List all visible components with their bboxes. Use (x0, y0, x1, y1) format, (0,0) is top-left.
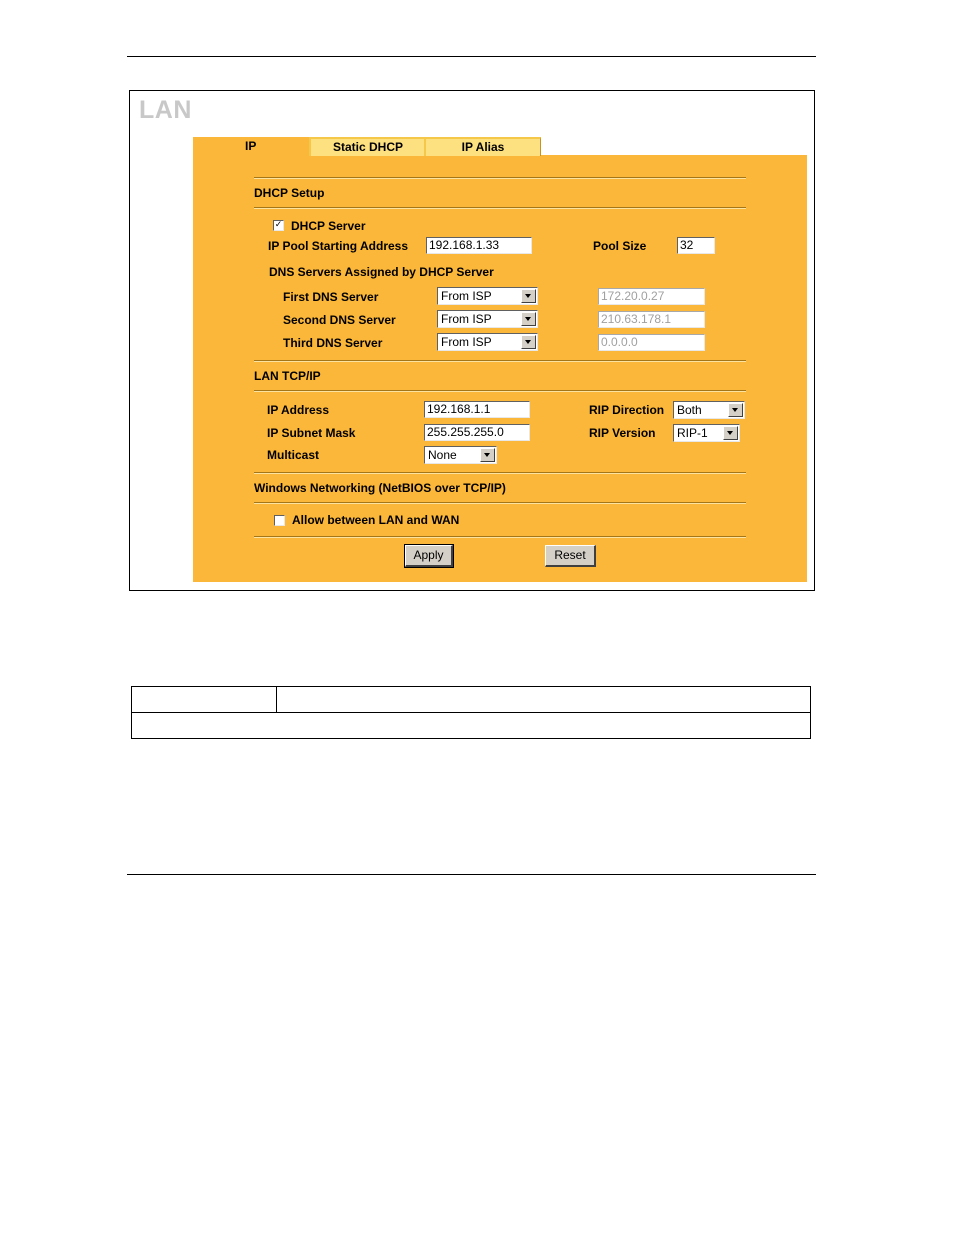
second-dns-select[interactable] (437, 310, 538, 328)
dhcp-server-checkbox[interactable]: ✓ (274, 220, 283, 230)
rip-direction-label: RIP Direction (589, 403, 665, 417)
pool-size-input[interactable]: 32 (677, 237, 715, 254)
multicast-select[interactable] (424, 446, 497, 464)
first-dns-select-value: From ISP (441, 289, 492, 303)
second-dns-select-value: From ISP (441, 312, 492, 326)
divider (254, 390, 746, 392)
tab-ip-label[interactable]: IP (245, 139, 257, 153)
third-dns-select-value: From ISP (441, 335, 492, 349)
chevron-down-icon[interactable] (521, 312, 536, 326)
dns-heading: DNS Servers Assigned by DHCP Server (269, 265, 494, 279)
second-dns-label: Second DNS Server (283, 313, 396, 327)
chevron-down-icon[interactable] (521, 335, 536, 349)
empty-table (131, 686, 811, 739)
first-dns-ip-input: 172.20.0.27 (598, 288, 705, 305)
divider (254, 207, 746, 209)
chevron-down-icon[interactable] (723, 426, 738, 440)
subnet-mask-label: IP Subnet Mask (267, 426, 356, 440)
second-dns-ip-input: 210.63.178.1 (598, 311, 705, 328)
tab-static-dhcp[interactable]: Static DHCP (309, 137, 426, 156)
table-column-divider (276, 687, 277, 712)
table-row (132, 687, 810, 713)
divider (254, 177, 746, 179)
first-dns-select[interactable] (437, 287, 538, 305)
rip-version-select-value: RIP-1 (677, 426, 708, 440)
chevron-down-icon[interactable] (480, 448, 495, 462)
chevron-down-icon[interactable] (728, 403, 743, 417)
reset-button[interactable]: Reset (545, 545, 596, 567)
rip-version-label: RIP Version (589, 426, 656, 440)
third-dns-ip-input: 0.0.0.0 (598, 334, 705, 351)
section-heading-windows-networking: Windows Networking (NetBIOS over TCP/IP) (254, 481, 506, 495)
allow-lan-wan-checkbox[interactable] (274, 515, 285, 526)
section-heading-dhcp-setup: DHCP Setup (254, 186, 325, 200)
page-title: LAN (139, 96, 192, 124)
rip-direction-select-value: Both (677, 403, 702, 417)
section-heading-lan-tcpip: LAN TCP/IP (254, 369, 321, 383)
multicast-select-value: None (428, 448, 457, 462)
divider (254, 502, 746, 504)
rip-direction-select[interactable] (673, 401, 745, 419)
top-rule (127, 56, 816, 57)
pool-start-input[interactable]: 192.168.1.33 (426, 237, 532, 254)
bottom-rule (127, 874, 816, 875)
third-dns-select[interactable] (437, 333, 538, 351)
pool-start-label: IP Pool Starting Address (268, 239, 409, 253)
subnet-mask-input[interactable]: 255.255.255.0 (424, 424, 530, 441)
divider (254, 472, 746, 474)
tab-ip-alias[interactable]: IP Alias (424, 137, 541, 156)
rip-version-select[interactable] (673, 424, 740, 442)
third-dns-label: Third DNS Server (283, 336, 383, 350)
ip-address-label: IP Address (267, 403, 330, 417)
divider (254, 360, 746, 362)
chevron-down-icon[interactable] (521, 289, 536, 303)
divider (254, 536, 746, 538)
apply-button[interactable]: Apply (405, 545, 453, 567)
multicast-label: Multicast (267, 448, 320, 462)
dhcp-server-label: DHCP Server (291, 219, 366, 233)
ip-address-input[interactable]: 192.168.1.1 (424, 401, 530, 418)
pool-size-label: Pool Size (593, 239, 647, 253)
lan-screen-frame (129, 90, 815, 591)
first-dns-label: First DNS Server (283, 290, 379, 304)
allow-lan-wan-label: Allow between LAN and WAN (292, 513, 460, 527)
